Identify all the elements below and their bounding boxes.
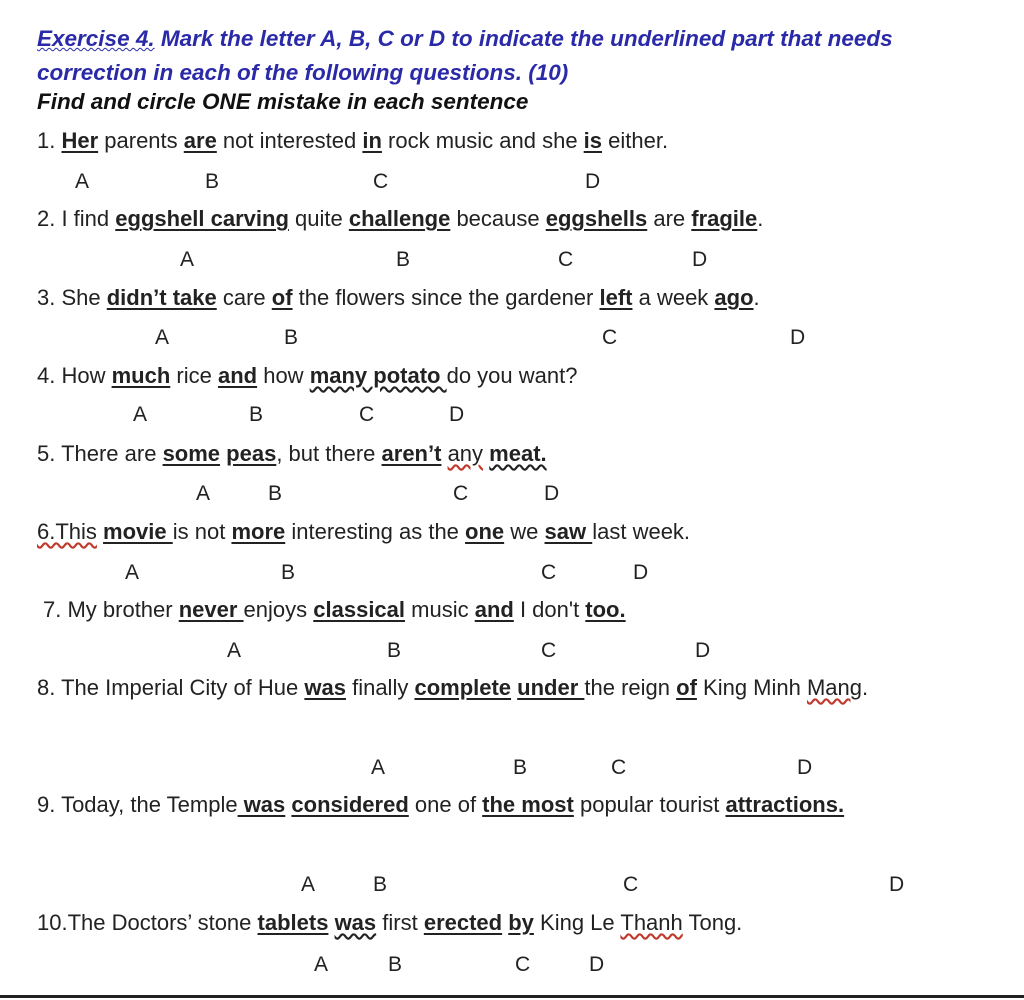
q2-part-c: eggshells xyxy=(545,206,648,231)
question-8 xyxy=(37,669,969,707)
q2-option-b: B xyxy=(396,248,411,271)
q7-part-b: classical xyxy=(313,597,406,622)
q7-text: music xyxy=(405,597,475,622)
q5-part-b: peas xyxy=(226,441,277,466)
q7-text: enjoys xyxy=(243,597,314,622)
instruction: Find and circle ONE mistake in each sentence xyxy=(37,89,529,114)
q3-option-d: D xyxy=(790,326,806,349)
q8-option-b: B xyxy=(513,756,528,779)
q7-part-c: and xyxy=(474,597,514,622)
q1-text: parents xyxy=(98,128,184,153)
q6-text: 6.This xyxy=(37,519,97,544)
q10-part-c: erected xyxy=(423,910,503,935)
exercise-title xyxy=(37,22,987,90)
question-5 xyxy=(37,441,547,467)
q3-part-c: left xyxy=(599,285,633,310)
q6-text: we xyxy=(504,519,545,544)
question-9 xyxy=(37,786,969,824)
page-bottom-border xyxy=(0,995,1024,998)
q3-text: . xyxy=(753,285,760,310)
q4-text: do you want? xyxy=(446,363,578,388)
question-3 xyxy=(37,285,760,311)
question-1 xyxy=(37,128,668,154)
q3-text: a week xyxy=(632,285,715,310)
q1-part-a: Her xyxy=(61,128,99,153)
q10-text: 10.The Doctors’ stone xyxy=(37,910,258,935)
q2-part-b: challenge xyxy=(348,206,451,231)
q5-option-a: A xyxy=(196,482,211,505)
q8-option-a: A xyxy=(371,756,386,779)
q7-option-c: C xyxy=(541,639,557,662)
q5-text: , but there xyxy=(276,441,382,466)
q3-text: 3. She xyxy=(37,285,107,310)
q2-option-a: A xyxy=(180,248,195,271)
q6-part-d: saw xyxy=(544,519,593,544)
q4-part-c-d: many potato xyxy=(309,363,447,388)
q6-text: is not xyxy=(172,519,232,544)
q9-part-b: considered xyxy=(291,792,409,817)
q1-text: rock music and she xyxy=(381,128,584,153)
q9-option-b: B xyxy=(373,873,388,896)
q8-option-d: D xyxy=(797,756,813,779)
q3-part-d: ago xyxy=(714,285,754,310)
q9-part-d: attractions. xyxy=(725,792,845,817)
q4-option-c: C xyxy=(359,403,375,426)
exercise-title-text: Mark the letter A, B, C or D to indicate the underlined part that needs correction in each of the following questions. (10) xyxy=(37,26,893,85)
q10-part-a: tablets xyxy=(257,910,329,935)
q8-text-mang: Mang xyxy=(806,675,863,700)
q9-part-a: was xyxy=(237,792,286,817)
q4-part-b: and xyxy=(217,363,258,388)
q5-text-any: any xyxy=(447,441,484,466)
q3-option-b: B xyxy=(284,326,299,349)
q8-text: . xyxy=(862,675,869,700)
question-10 xyxy=(37,910,742,936)
q8-part-b: complete xyxy=(414,675,512,700)
q7-option-a: A xyxy=(227,639,242,662)
q1-part-d: is xyxy=(583,128,603,153)
q6-text: interesting as the xyxy=(285,519,466,544)
q5-part-d: meat. xyxy=(489,441,547,466)
q9-option-d: D xyxy=(889,873,905,896)
q7-text: I don't xyxy=(513,597,586,622)
q10-part-d: by xyxy=(508,910,534,935)
q2-option-c: C xyxy=(558,248,574,271)
q10-text: first xyxy=(376,910,424,935)
q4-part-a: much xyxy=(111,363,171,388)
q4-option-a: A xyxy=(133,403,148,426)
q4-option-d: D xyxy=(449,403,465,426)
q1-option-d: D xyxy=(585,170,601,193)
q5-option-c: C xyxy=(453,482,469,505)
q1-option-c: C xyxy=(373,170,389,193)
q6-text: last week. xyxy=(592,519,691,544)
q9-part-c: the most xyxy=(482,792,574,817)
q10-option-c: C xyxy=(515,953,531,976)
q6-part-b: more xyxy=(231,519,286,544)
q10-text-thanh: Thanh xyxy=(620,910,683,935)
q2-option-d: D xyxy=(692,248,708,271)
q7-option-b: B xyxy=(387,639,402,662)
q8-text: finally xyxy=(345,675,415,700)
q7-part-a: never xyxy=(178,597,244,622)
question-2 xyxy=(37,206,763,232)
question-4 xyxy=(37,363,577,389)
q3-option-a: A xyxy=(155,326,170,349)
q1-option-b: B xyxy=(205,170,220,193)
q1-text: not interested xyxy=(216,128,363,153)
q2-text: are xyxy=(647,206,692,231)
q10-option-b: B xyxy=(388,953,403,976)
q1-text: 1. xyxy=(37,128,62,153)
q8-option-c: C xyxy=(611,756,627,779)
q9-text: one of xyxy=(408,792,483,817)
q5-part-c: aren’t xyxy=(381,441,442,466)
q6-option-a: A xyxy=(125,561,140,584)
q9-text: 9. Today, the Temple xyxy=(37,792,238,817)
q8-text: the reign xyxy=(584,675,677,700)
q2-text: quite xyxy=(288,206,349,231)
q9-text: popular tourist xyxy=(573,792,726,817)
q7-text: 7. My brother xyxy=(43,597,179,622)
q10-option-d: D xyxy=(589,953,605,976)
q10-text: King Le xyxy=(533,910,621,935)
q8-text: King Minh xyxy=(696,675,807,700)
q3-part-a: didn’t take xyxy=(106,285,217,310)
q6-part-a: movie xyxy=(103,519,173,544)
q3-text: care xyxy=(216,285,272,310)
q7-option-d: D xyxy=(695,639,711,662)
q10-option-a: A xyxy=(314,953,329,976)
q2-text: . xyxy=(757,206,764,231)
q8-part-a: was xyxy=(304,675,346,700)
q10-part-b: was xyxy=(334,910,377,935)
q1-part-c: in xyxy=(362,128,382,153)
q3-option-c: C xyxy=(602,326,618,349)
q2-part-a: eggshell carving xyxy=(115,206,289,231)
q5-option-d: D xyxy=(544,482,560,505)
q9-option-a: A xyxy=(301,873,316,896)
q9-option-c: C xyxy=(623,873,639,896)
q8-part-c: under xyxy=(517,675,585,700)
q8-text: 8. The Imperial City of Hue xyxy=(37,675,305,700)
exercise-label: Exercise 4. xyxy=(37,26,155,51)
q4-text: how xyxy=(257,363,310,388)
q6-option-d: D xyxy=(633,561,649,584)
q4-option-b: B xyxy=(249,403,264,426)
question-6 xyxy=(37,519,690,545)
q2-text: because xyxy=(450,206,546,231)
q7-part-d: too. xyxy=(585,597,626,622)
q6-option-c: C xyxy=(541,561,557,584)
q6-option-b: B xyxy=(281,561,296,584)
q1-text: either. xyxy=(602,128,669,153)
q2-text: 2. I find xyxy=(37,206,116,231)
q8-part-d: of xyxy=(676,675,697,700)
q1-part-b: are xyxy=(183,128,217,153)
q5-part-a: some xyxy=(162,441,221,466)
q5-text: 5. There are xyxy=(37,441,163,466)
question-7 xyxy=(43,597,626,623)
q10-text: Tong. xyxy=(682,910,743,935)
q2-part-d: fragile xyxy=(691,206,758,231)
q3-part-b: of xyxy=(271,285,293,310)
q3-text: the flowers since the gardener xyxy=(292,285,600,310)
q6-part-c: one xyxy=(465,519,505,544)
q4-text: 4. How xyxy=(37,363,112,388)
q1-option-a: A xyxy=(75,170,90,193)
q5-option-b: B xyxy=(268,482,283,505)
q4-text: rice xyxy=(170,363,218,388)
